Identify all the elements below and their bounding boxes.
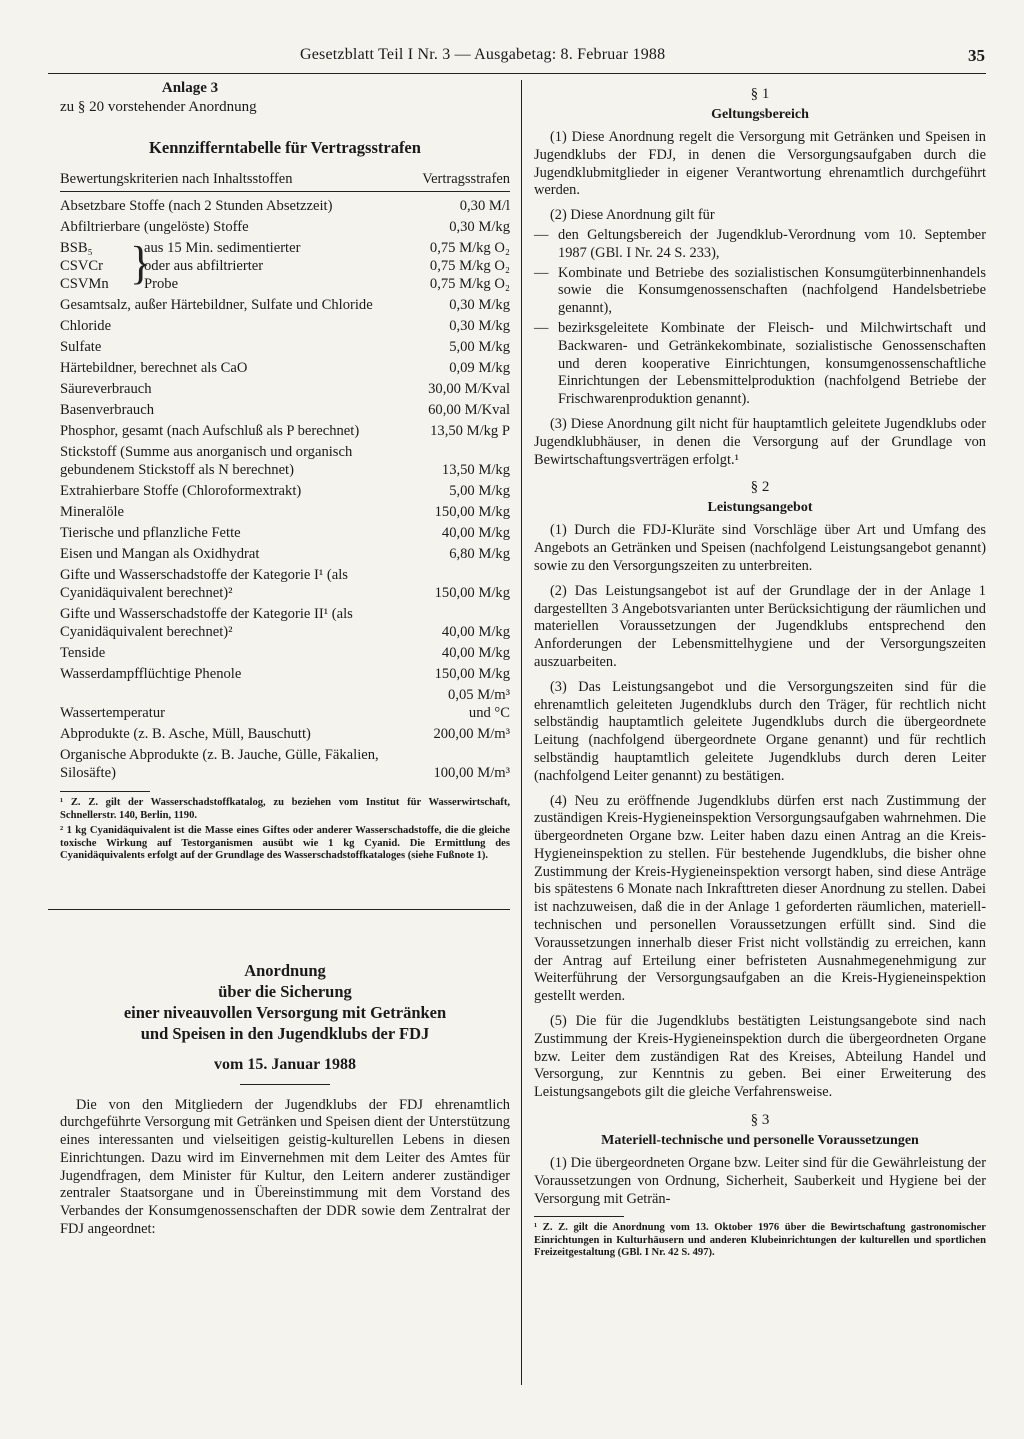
- penalty-value: 60,00 M/Kval: [428, 402, 510, 418]
- table-row: [60, 503, 510, 521]
- section-2-para-3: (3) Das Leistungsangebot und die Versorgungszeiten sind für die ehrenamtlich geleiteten Jugendklubs durch den Träger, für rechtlich nicht selbständig hauptamtlich geleitete Jugendklubs durch die übergeordnete Leitung (nachfolgend übergeordnete Organe genannt) und für rechtlich selbständig hauptamtlich geleitete Jugendklubs durch deren Leiter (nachfolgend Leiter genannt) zu bestätigen.: [534, 678, 986, 784]
- penalty-value: 40,00 M/kg: [441, 525, 510, 541]
- col-criteria-header: Bewertungskriterien nach Inhaltsstoffen: [60, 171, 293, 187]
- decree-date: vom 15. Januar 1988: [214, 1055, 356, 1073]
- footnote-rule: [60, 791, 150, 792]
- section-2-para-5: (5) Die für die Jugendklubs bestätigten Leistungsangebote sind nach Zustimmung der Kreis-Hygieneinspektion durch die übergeordneten Organe bzw. Leiter dem zuständigen Rat des Kreises, Abteilung Handel und Versorgung, zur Kenntnis zu geben. Bei einer Erweiterung des Leistungsangebots gilt die gleiche Verfahrensweise.: [534, 1013, 986, 1101]
- penalty-value: 150,00 M/kg: [434, 585, 510, 601]
- penalty-value: 150,00 M/kg: [434, 666, 510, 682]
- section-1-symbol: § 1: [750, 86, 770, 102]
- list-item: — den Geltungsbereich der Jugendklub-Verordnung vom 10. September 1987 (GBl. I Nr. 24 S. 233),: [534, 226, 986, 261]
- section-3-heading: Materiell-technische und personelle Voraussetzungen: [601, 1133, 919, 1149]
- penalty-value: 13,50 M/kg: [441, 462, 510, 478]
- decree-rule: [240, 1084, 330, 1085]
- penalty-value: 100,00 M/m³: [433, 765, 510, 781]
- criterion: Stickstoff (Summe aus anorganisch und organisch gebundenem Stickstoff als N berechnet): [60, 444, 353, 478]
- section-2-symbol: § 2: [750, 479, 770, 496]
- left-column: [60, 80, 510, 1246]
- right-column: [534, 86, 986, 1263]
- table-row: [60, 644, 510, 662]
- table-row: [60, 725, 510, 743]
- penalty-table: [60, 197, 510, 782]
- section-divider: [48, 909, 510, 910]
- table-row: [60, 524, 510, 542]
- header-rule: [48, 73, 986, 74]
- table-header: [60, 171, 510, 192]
- table-row: [60, 338, 510, 356]
- criterion: Phosphor, gesamt (nach Aufschluß als P berechnet): [60, 423, 360, 439]
- table-row: [60, 605, 510, 641]
- section-3-para-1: (1) Die übergeordneten Organe bzw. Leiter sind für die Gewährleistung der Voraussetzungen von Ordnung, Sicherheit, Sauberkeit und Hygiene bei der Versorgung mit Geträn-: [534, 1155, 986, 1207]
- table-row: [60, 545, 510, 563]
- criterion: Wassertemperatur: [60, 705, 165, 721]
- criterion: Gifte und Wasserschadstoffe der Kategorie I¹ (als Cyanidäquivalent berechnet)²: [60, 567, 348, 601]
- penalty-value: 13,50 M/kg P: [430, 423, 510, 439]
- section-1-heading: Geltungsbereich: [711, 107, 809, 122]
- criterion: Abprodukte (z. B. Asche, Müll, Bauschutt): [60, 726, 311, 742]
- brace-icon: }: [130, 237, 152, 290]
- gazette-title: Gesetzblatt Teil I Nr. 3 — Ausgabetag: 8. Februar 1988: [300, 46, 666, 63]
- oxygen-demand-group: BSB₅ CSVCr CSVMn } aus 15 Min. sedimentierter oder aus abfiltrierter Probe 0,75 M/kg O₂ 0,75 M/kg O₂ 0,75 M/kg O₂: [60, 239, 510, 293]
- section-2-para-4: (4) Neu zu eröffnende Jugendklubs dürfen erst nach Zustimmung der zuständigen Kreis-Hygieneinspektion Versorgungsaufgaben wahrnehmen. Die übergeordneten Organe bzw. Leiter haben dazu einen Antrag an die Kreis-Hygieneinspektion zu stellen. Für bestehende Jugendklubs, die bisher ohne Zustimmung der Kreis-Hygieneinspektion versorgt haben, sind diese Anträge bis spätestens 6 Monate nach Inkrafttreten dieser Anordnung zu stellen. Dabei ist nachzuweisen, daß die in der Anlage 1 geforderten räumlichen, materiell-technischen und personellen Voraussetzungen erfüllt sind. Sind die Voraussetzungen innerhalb dieser Frist nicht vollständig zu erreichen, kann der Antrag auf Erteilung einer befristeten Ausnahmegenehmigung zur Weiterführung der Versorgungsaufgaben an die Kreis-Hygieneinspektion gestellt werden.: [534, 792, 986, 1005]
- table-body: [60, 296, 510, 782]
- table-row: [60, 401, 510, 419]
- table-row: [60, 422, 510, 440]
- table-row: [60, 686, 510, 722]
- table-row: [60, 380, 510, 398]
- table-row: [60, 482, 510, 500]
- criterion: Mineralöle: [60, 504, 125, 520]
- section-2-heading: Leistungsangebot: [707, 500, 813, 516]
- annex-subtitle: zu § 20 vorstehender Anordnung: [60, 99, 257, 115]
- table-row: Abfiltrierbare (ungelöste) Stoffe 0,30 M/kg: [60, 219, 510, 235]
- list-item: — Kombinate und Betriebe des sozialistischen Konsumgüterbinnenhandels sowie die Konsumgenossenschaften (nachfolgend Handelsbetriebe genannt),: [534, 264, 986, 317]
- table-row: [60, 443, 510, 479]
- penalty-value: 0,30 M/kg: [449, 297, 510, 313]
- table-row: [60, 566, 510, 602]
- criterion: Sulfate: [60, 339, 102, 355]
- criterion: Gesamtsalz, außer Härtebildner, Sulfate und Chloride: [60, 297, 373, 313]
- penalty-value: 0,30 M/kg: [449, 318, 510, 334]
- penalty-value: 0,05 M/m³ und °C: [448, 687, 510, 721]
- criterion: Extrahierbare Stoffe (Chloroformextrakt): [60, 483, 302, 499]
- table-row: [60, 665, 510, 683]
- section-3-symbol: § 3: [750, 1112, 770, 1129]
- penalty-value: 40,00 M/kg: [441, 645, 510, 661]
- penalty-value: 30,00 M/Kval: [428, 381, 510, 397]
- list-item: — bezirksgeleitete Kombinate der Fleisch- und Milchwirtschaft und Backwaren- und Getränkekombinate, sozialistische Genossenschaften und deren kooperative Einrichtungen, konsumgenossenschaftliche Einrichtungen der Lebensmittelproduktion (nachfolgend Betriebe der Frischwarenproduktion genannt).: [534, 319, 986, 408]
- section-2-para-1: (1) Durch die FDJ-Kluräte sind Vorschläge über Art und Umfang des Angebots an Getränken und Speisen (nachfolgend Leistungsangebot genannt) sowie zu den Versorgungszeiten zu unterbreiten.: [534, 522, 986, 574]
- section-1-para-3: (3) Diese Anordnung gilt nicht für hauptamtlich geleitete Jugendklubs oder Jugendklubhäuser, in denen die Versorgung auf der Grundlage von Bewirtschaftungsverträgen erfolgt.¹: [534, 415, 986, 468]
- criterion: Chloride: [60, 318, 112, 334]
- criterion: Gifte und Wasserschadstoffe der Kategorie II¹ (als Cyanidäquivalent berechnet)²: [60, 606, 353, 640]
- annex-title: Anlage 3: [161, 80, 219, 96]
- table-title: Kennzifferntabelle für Vertragsstrafen: [149, 138, 421, 157]
- criterion: Säureverbrauch: [60, 381, 152, 397]
- criterion: Tierische und pflanzliche Fette: [60, 525, 241, 541]
- col-penalty-header: Vertragsstrafen: [422, 171, 510, 187]
- penalty-value: 0,09 M/kg: [449, 360, 510, 376]
- table-row: [60, 296, 510, 314]
- right-footnote-1: ¹ Z. Z. gilt die Anordnung vom 13. Oktober 1976 über die Bewirtschaftung gastronomischer Einrichtungen in Kulturhäusern und anderen Klubeinrichtungen der kulturellen und sportlichen Freizeitgestaltung (GBl. I Nr. 42 S. 497).: [534, 1222, 986, 1259]
- penalty-value: 5,00 M/kg: [449, 339, 510, 355]
- footnote-1: ¹ Z. Z. gilt der Wasserschadstoffkatalog, zu beziehen vom Institut für Wasserwirtschaft, Schnellerstr. 140, Berlin, 1190.: [60, 797, 510, 821]
- section-1-para-1: (1) Diese Anordnung regelt die Versorgung mit Getränken und Speisen in Jugendklubs der FDJ, in denen die Versorgungsaufgaben durch die Jugendklubmitglieder in eigener Verantwortung ehrenamtlich durchgeführt werden.: [534, 129, 986, 199]
- section-2-para-2: (2) Das Leistungsangebot ist auf der Grundlage der in der Anlage 1 dargestellten 3 Angebotsvarianten unter Berücksichtigung der räumlichen und materiellen Voraussetzungen der Jugendklubs entsprechend den Anforderungen der Lebensmittelhygiene und der Versorgungszeiten auszuarbeiten.: [534, 582, 986, 670]
- criterion: Basenverbrauch: [60, 402, 155, 418]
- penalty-value: 6,80 M/kg: [449, 546, 510, 562]
- table-row: [60, 317, 510, 335]
- page-number: 35: [968, 46, 985, 65]
- table-row: [60, 746, 510, 782]
- footnote-rule: [534, 1216, 624, 1217]
- penalty-value: 5,00 M/kg: [449, 483, 510, 499]
- criterion: Tenside: [60, 645, 106, 661]
- penalty-value: 40,00 M/kg: [441, 624, 510, 640]
- section-1-para-2: (2) Diese Anordnung gilt für: [550, 207, 715, 224]
- criterion: Eisen und Mangan als Oxidhydrat: [60, 546, 260, 562]
- penalty-value: 200,00 M/m³: [433, 726, 510, 742]
- table-row: Absetzbare Stoffe (nach 2 Stunden Absetzzeit) 0,30 M/l: [60, 198, 510, 214]
- table-row: [60, 359, 510, 377]
- penalty-value: 150,00 M/kg: [434, 504, 510, 520]
- criterion: Wasserdampfflüchtige Phenole: [60, 666, 242, 682]
- decree-preamble: Die von den Mitgliedern der Jugendklubs der FDJ ehrenamtlich durchgeführte Versorgung mit Getränken und Speisen dient der Unterstützung eines interessanten und vielseitigen geistig-kulturellen Lebens in diesen Einrichtungen. Dazu wird im Einvernehmen mit dem Leiter des Amtes für Jugendfragen, dem Minister für Kultur, den Leitern anderer zuständiger zentraler Staatsorgane und in Übereinstimmung mit dem Vorstand des Verbandes der Konsumgenossenschaften der DDR sowie dem Zentralrat der FDJ angeordnet:: [60, 1096, 510, 1238]
- decree-title: Anordnung über die Sicherung einer niveauvollen Versorgung mit Getränken und Speisen in den Jugendklubs der FDJ: [123, 960, 447, 1043]
- footnote-2: ² 1 kg Cyanidäquivalent ist die Masse eines Giftes oder anderer Wasserschadstoffe, die die gleiche toxische Wirkung auf Testorganismen ausübt wie 1 kg Cyanid. Die Ermittlung des Cyanidäquivalents erfolgt auf der Grundlage des Wasserschadstoffkataloges (siehe Fußnote 1).: [60, 825, 510, 861]
- page-header: [0, 46, 1024, 70]
- criterion: Härtebildner, berechnet als CaO: [60, 360, 248, 376]
- column-divider: [521, 80, 522, 1385]
- criterion: Organische Abprodukte (z. B. Jauche, Gülle, Fäkalien, Silosäfte): [60, 747, 379, 781]
